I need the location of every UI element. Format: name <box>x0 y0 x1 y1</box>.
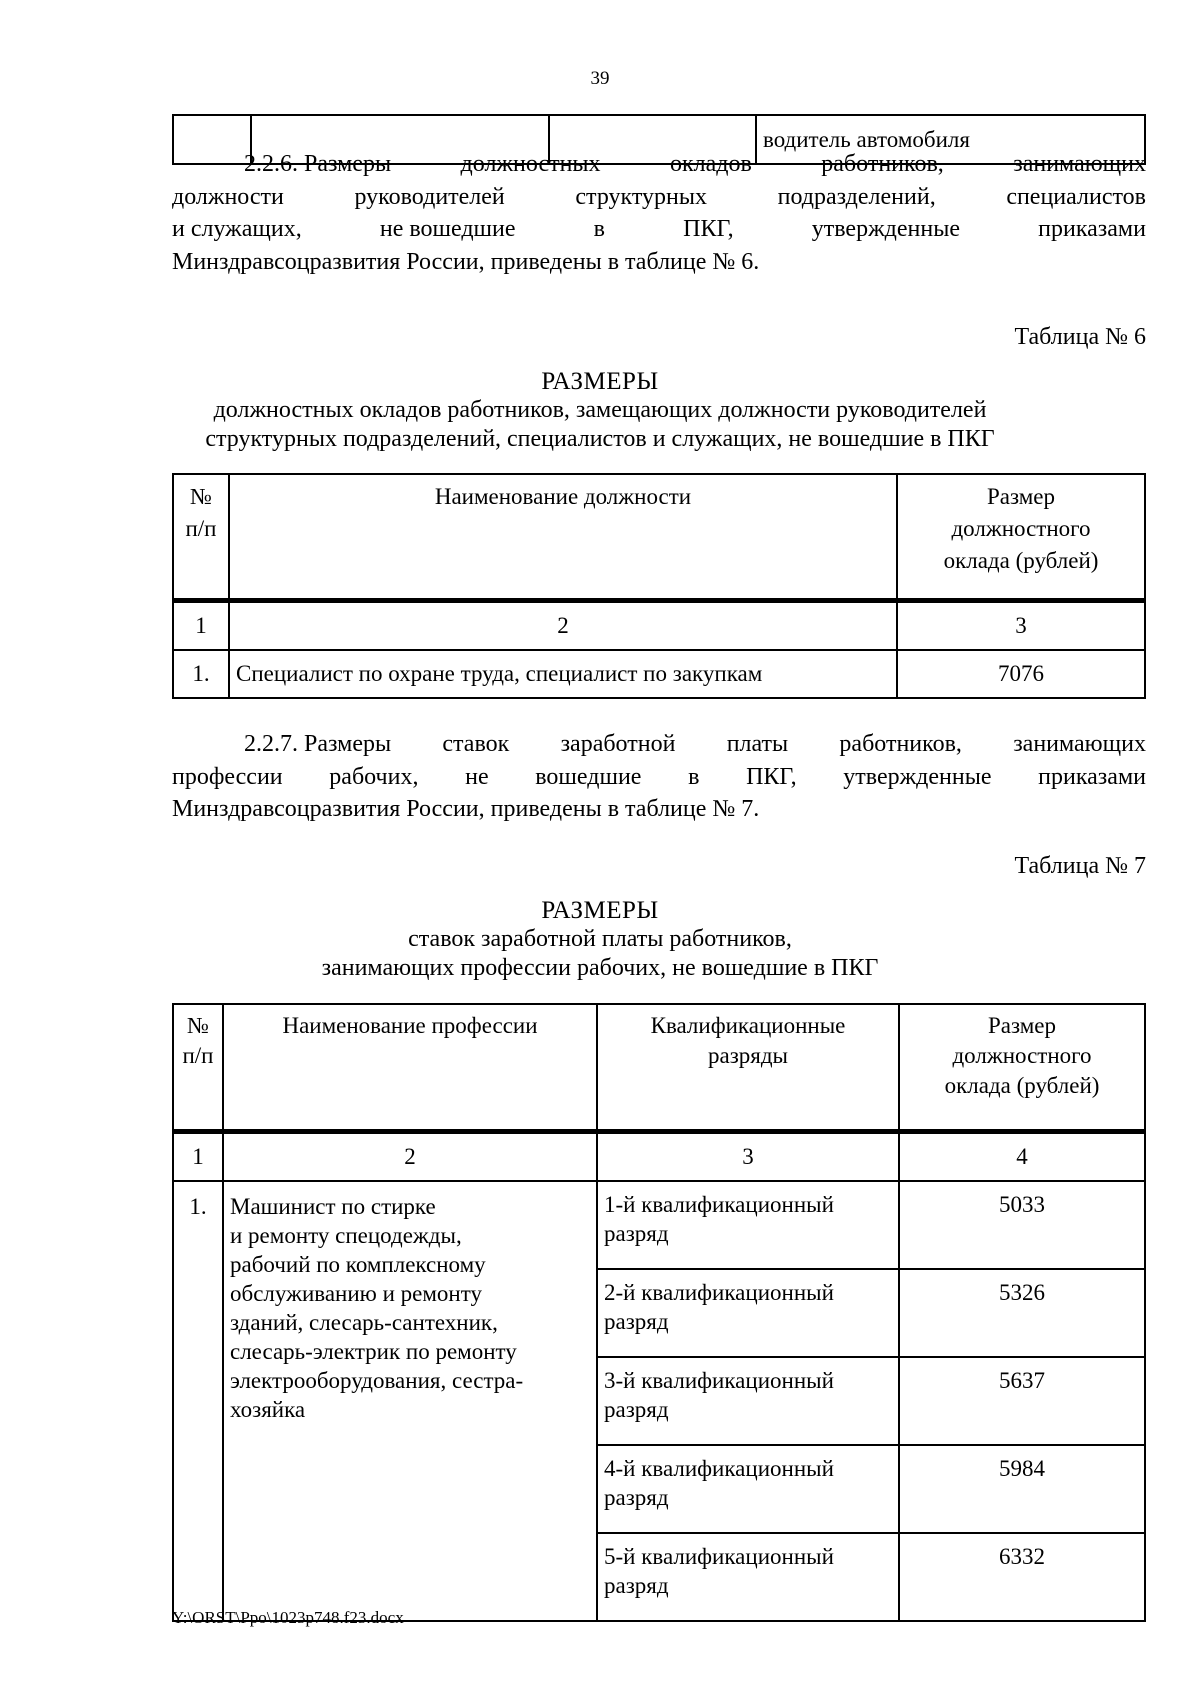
paragraph-line <box>172 213 1146 246</box>
page-number: 39 <box>590 68 610 89</box>
paragraph-line <box>172 148 1146 181</box>
table6-title-line1: должностных окладов работников, замещающих должности руководителей <box>213 397 987 423</box>
word: вошедшие <box>535 763 642 790</box>
word: ставок <box>442 731 510 757</box>
header-cell-name: Наименование профессии <box>223 1004 597 1132</box>
profession-line: Машинист по стирке <box>230 1194 436 1219</box>
profession-line: зданий, слесарь-сантехник, <box>230 1310 498 1335</box>
word: и служащих, <box>172 216 302 242</box>
column-number: 1 <box>173 1132 223 1182</box>
column-number: 2 <box>223 1132 597 1182</box>
grade-text: 1-й квалификационный <box>604 1192 834 1217</box>
paragraph-line <box>172 728 1146 761</box>
column-number: 3 <box>597 1132 899 1182</box>
table-header-row <box>173 474 1145 601</box>
word: рабочих, <box>329 763 419 790</box>
profession-line: обслуживанию и ремонту <box>230 1281 482 1306</box>
word: руководителей <box>354 183 505 210</box>
word: занимающих <box>1013 151 1146 177</box>
header-cell-no <box>173 474 229 601</box>
header-cell-no <box>173 1004 223 1132</box>
grade-cell <box>597 1357 899 1445</box>
paragraph-line <box>172 761 1146 794</box>
grade-cell <box>597 1445 899 1533</box>
word: окладов <box>670 151 752 177</box>
word: не <box>465 763 489 790</box>
row-number: 1. <box>173 650 229 698</box>
column-number-row <box>173 601 1145 651</box>
word: 2.2.6. Размеры <box>244 151 392 177</box>
grade-text: 4-й квалификационный <box>604 1456 834 1481</box>
paragraph-line: Минздравсоцразвития России, приведены в таблице № 6. <box>172 248 760 275</box>
header-text: должностного <box>951 516 1091 541</box>
table6-title <box>0 367 1200 454</box>
salary-value: 7076 <box>897 650 1145 698</box>
word: специалистов <box>1006 183 1146 210</box>
header-text: № <box>187 1013 209 1038</box>
position-name: Специалист по охране труда, специалист по закупкам <box>229 650 897 698</box>
word: заработной <box>560 731 676 757</box>
profession-line: электрооборудования, сестра- <box>230 1368 524 1393</box>
salary-value: 6332 <box>899 1533 1145 1621</box>
grade-text: 2-й квалификационный <box>604 1280 834 1305</box>
grade-text: разряд <box>604 1573 669 1598</box>
table7-label: Таблица № 7 <box>1014 853 1146 879</box>
grade-text: разряд <box>604 1397 669 1422</box>
table-cell: водитель автомобиля <box>756 115 1145 164</box>
header-text: Размер <box>987 1013 1057 1038</box>
grade-cell <box>597 1181 899 1269</box>
profession-line: хозяйка <box>230 1397 306 1422</box>
grade-text: 3-й квалификационный <box>604 1368 834 1393</box>
word: работников, <box>821 151 944 177</box>
header-text: Размер <box>986 484 1056 509</box>
table6-title-line2: структурных подразделений, специалистов и служащих, не вошедшие в ПКГ <box>205 426 995 452</box>
word: структурных <box>575 183 707 210</box>
word: утвержденные <box>811 216 960 242</box>
header-cell-size <box>897 474 1145 601</box>
profession-line: слесарь-электрик по ремонту <box>230 1339 517 1364</box>
salary-value: 5637 <box>899 1357 1145 1445</box>
table7-title-line1: ставок заработной платы работников, <box>408 926 792 952</box>
footer-file-path: Y:\ORST\Ppo\1023p748.f23.docx <box>172 1608 404 1627</box>
word: в <box>688 763 700 790</box>
column-number: 2 <box>229 601 897 651</box>
table7-title-main: РАЗМЕРЫ <box>541 897 659 924</box>
word: работников, <box>839 731 962 757</box>
header-cell-name: Наименование должности <box>229 474 897 601</box>
word: подразделений, <box>777 183 936 210</box>
header-text: разряды <box>707 1043 789 1068</box>
grade-cell <box>597 1533 899 1621</box>
paragraph-line: Минздравсоцразвития России, приведены в таблице № 7. <box>172 796 760 822</box>
column-number: 3 <box>897 601 1145 651</box>
table6-title-main: РАЗМЕРЫ <box>541 368 659 395</box>
table6-label: Таблица № 6 <box>1014 324 1146 350</box>
header-cell-qual <box>597 1004 899 1132</box>
grade-cell <box>597 1269 899 1357</box>
table-header-row <box>173 1004 1145 1132</box>
word: 2.2.7. Размеры <box>244 731 392 757</box>
header-text: оклада (рублей) <box>944 1073 1100 1098</box>
grade-text: 5-й квалификационный <box>604 1544 834 1569</box>
paragraph-line <box>172 181 1146 214</box>
salary-value: 5326 <box>899 1269 1145 1357</box>
profession-names <box>223 1181 597 1621</box>
word: приказами <box>1038 763 1146 790</box>
grade-text: разряд <box>604 1309 669 1334</box>
word: утвержденные <box>843 763 992 790</box>
header-text: п/п <box>185 516 217 541</box>
header-text: № <box>190 484 212 509</box>
table-row <box>173 650 1145 698</box>
table7 <box>172 1003 1146 1622</box>
profession-line: рабочий по комплексному <box>230 1252 486 1277</box>
word: ПКГ, <box>683 216 734 242</box>
word: платы <box>726 731 789 757</box>
profession-line: и ремонту спецодежды, <box>230 1223 462 1248</box>
header-text: должностного <box>952 1043 1092 1068</box>
word: приказами <box>1038 216 1146 242</box>
table7-title <box>0 896 1200 983</box>
column-number: 4 <box>899 1132 1145 1182</box>
word: профессии <box>172 763 283 790</box>
paragraph-2-2-7 <box>172 728 1146 826</box>
word: должности <box>172 183 284 210</box>
grade-text: разряд <box>604 1221 669 1246</box>
word: не вошедшие <box>379 216 516 242</box>
header-text: п/п <box>182 1043 214 1068</box>
header-cell-size <box>899 1004 1145 1132</box>
header-text: оклада (рублей) <box>943 548 1099 573</box>
header-text: Квалификационные <box>650 1013 846 1038</box>
table-row <box>173 1181 1145 1269</box>
row-number: 1. <box>173 1181 223 1621</box>
column-number: 1 <box>173 601 229 651</box>
table7-title-line2: занимающих профессии рабочих, не вошедшие в ПКГ <box>321 955 879 981</box>
word: ПКГ, <box>746 763 797 790</box>
column-number-row <box>173 1132 1145 1182</box>
table6 <box>172 473 1146 699</box>
salary-value: 5033 <box>899 1181 1145 1269</box>
word: должностных <box>460 151 601 177</box>
salary-value: 5984 <box>899 1445 1145 1533</box>
grade-text: разряд <box>604 1485 669 1510</box>
word: занимающих <box>1013 731 1146 757</box>
paragraph-2-2-6 <box>172 148 1146 278</box>
word: в <box>593 216 605 242</box>
